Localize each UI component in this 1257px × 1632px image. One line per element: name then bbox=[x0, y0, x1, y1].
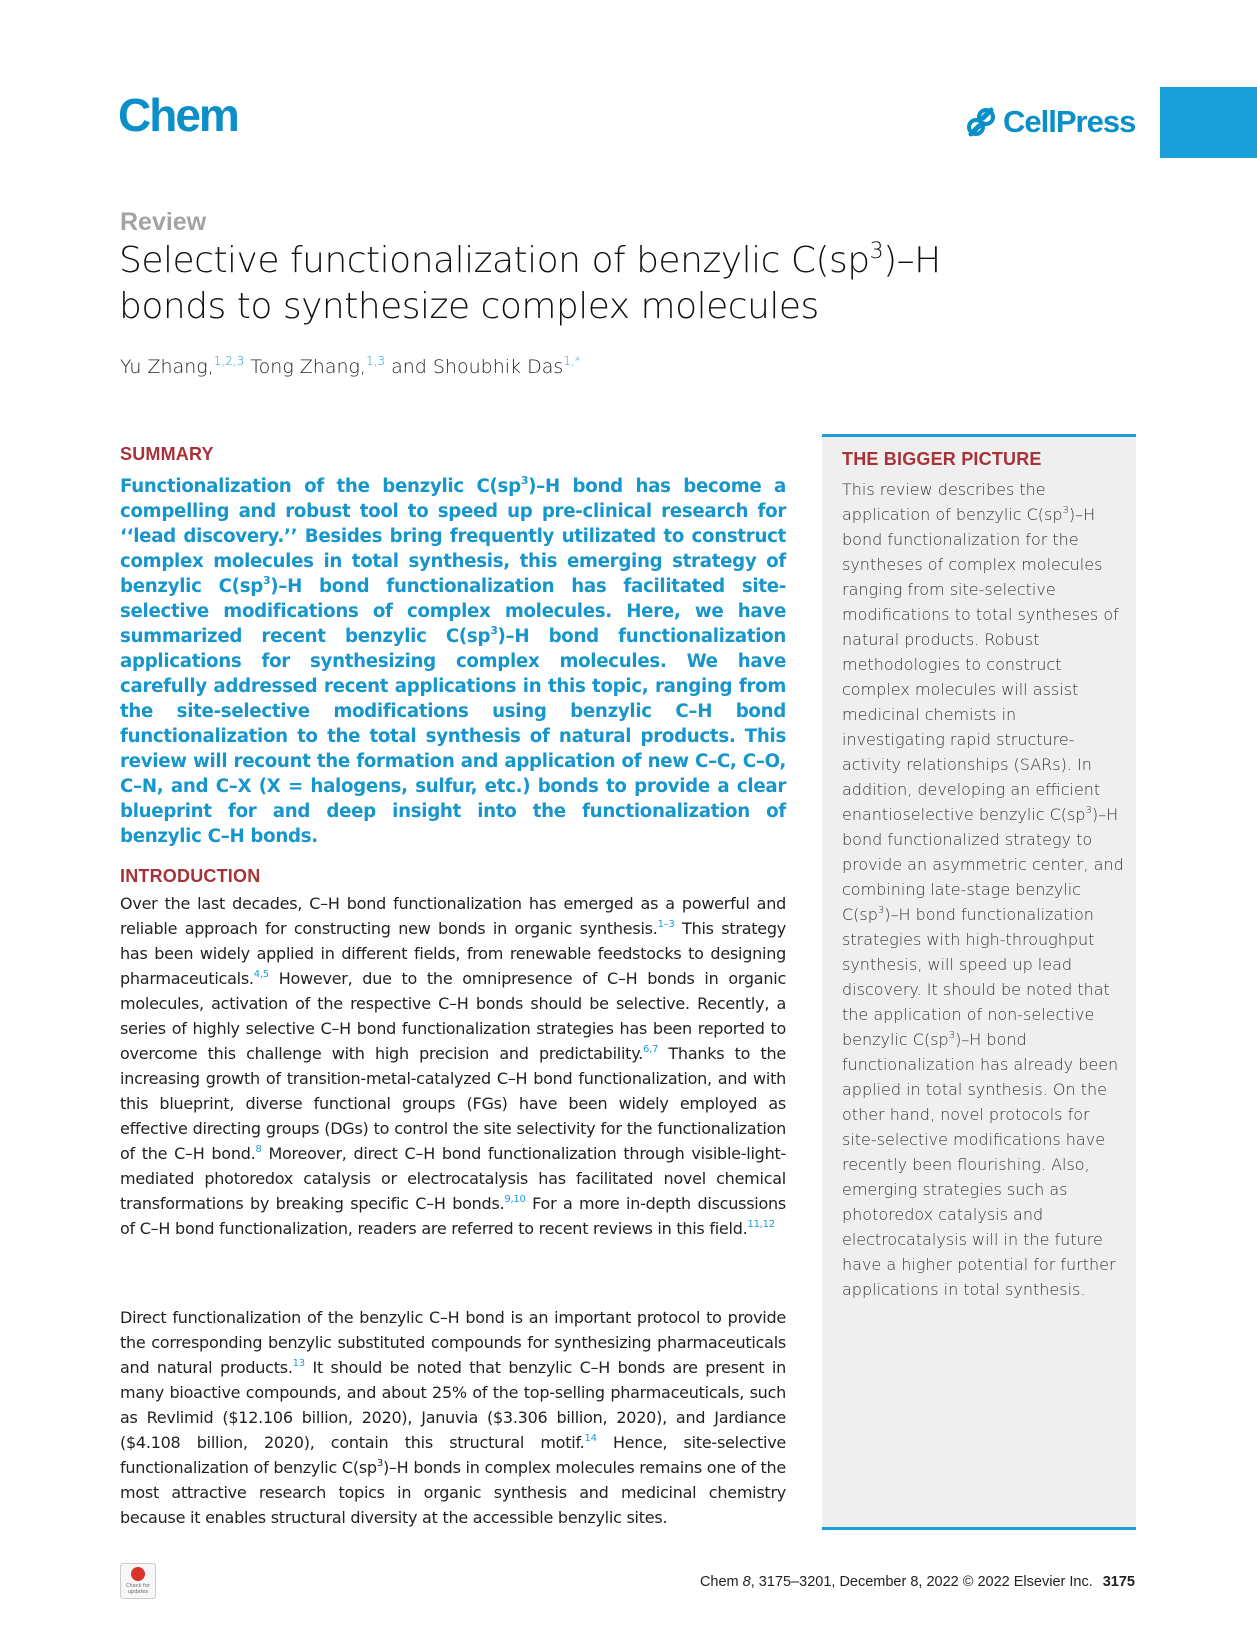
reference-link[interactable]: 14 bbox=[584, 1433, 597, 1444]
journal-logo: Chem bbox=[118, 89, 238, 141]
reference-link[interactable]: 8 bbox=[255, 1144, 262, 1155]
summary-heading: SUMMARY bbox=[120, 444, 214, 464]
author-affiliation[interactable]: 1,* bbox=[563, 354, 581, 368]
citation-footer: Chem 8, 3175–3201, December 8, 2022 © 2022 Elsevier Inc. 3175 bbox=[699, 1574, 1135, 1590]
publisher-logo bbox=[965, 104, 1135, 140]
bigger-picture-box bbox=[822, 434, 1136, 1530]
corner-color-tab bbox=[1160, 87, 1257, 158]
reference-link[interactable]: 13 bbox=[292, 1358, 305, 1369]
author-affiliation[interactable]: 1,2,3 bbox=[213, 354, 245, 368]
article-type: Review bbox=[120, 208, 207, 236]
article-title: Selective functionalization of benzylic $C(sp^3)-H$ bonds to synthesize complex molecules bbox=[119, 239, 941, 327]
author-name: and Shoubhik Das bbox=[385, 356, 564, 378]
introduction-heading: INTRODUCTION bbox=[120, 866, 261, 886]
reference-link[interactable]: 6,7 bbox=[642, 1044, 659, 1055]
page-number: 3175 bbox=[1102, 1574, 1135, 1590]
cellpress-link-icon bbox=[965, 106, 997, 138]
reference-link[interactable]: 11,12 bbox=[747, 1219, 775, 1230]
intro-paragraph-1: Over the last decades, C–H bond functionalization has emerged as a powerful and reliable approach for constructing new bonds in organic synthesis.$^{1-3}$ This strategy has been widely applied in different fields, from renewable feedstocks to designing pharmaceuticals.$^{4,5}$ However, due to the omnipresence of C–H bonds in organic molecules, activation of the respective C–H bonds should be selective. Recently, a series of highly selective C–H bond functionalization strategies has been reported to overcome this challenge with high precision and predictability.$^{6,7}$ Thanks to the increasing growth of transition-metal-catalyzed C–H bond functionalization, and with this blueprint, diverse functional groups (FGs) have been widely employed as effective directing groups (DGs) to control the site selectivity for the functionalization of the C–H bond.$^8$ Moreover, direct C–H bond functionalization through visible-light-mediated photoredox catalysis or electrocatalysis has facilitated novel chemical transformations by breaking specific C–H bonds.$^{9,10}$ For a more in-depth discussions of C–H bond functionalization, readers are referred to recent reviews in this field.$^{11,12}$ bbox=[120, 894, 787, 1238]
bigger-picture-text: This review describes the application of benzylic $C(sp^3)-H$ bond functionalization for the syntheses of complex molecules ranging from site-selective modifications to total syntheses of natural products. Robust methodologies to construct complex molecules will assist medicinal chemists in investigating rapid structure-activity relationships (SARs). In addition, developing an efficient enantioselective benzylic $C(sp^3)-H$ bond functionalized strategy to provide an asymmetric center, and combining late-stage benzylic $C(sp^3)-H$ bond functionalization strategies with high-throughput synthesis, will speed up lead discovery. It should be noted that the application of non-selective benzylic $C(sp^3)-H$ bond functionalization has already been applied in total synthesis. On the other hand, novel protocols for site-selective modifications have recently been flourishing. Also, emerging strategies such as photoredox catalysis and electrocatalysis will in the future have a higher potential for further applications in total synthesis. bbox=[842, 480, 1124, 1299]
reference-link[interactable]: 9,10 bbox=[504, 1194, 526, 1205]
reference-link[interactable]: 1–3 bbox=[657, 919, 675, 930]
author-affiliation[interactable]: 1,3 bbox=[365, 354, 386, 368]
author-list bbox=[120, 356, 581, 378]
bookmark-icon bbox=[131, 1567, 145, 1581]
summary-text: Functionalization of the benzylic $C(sp^3)-H$ bond has become a compelling and robust tool to speed up pre-clinical research for ‘‘lead discovery.’’ Besides bring frequently utilizated to construct complex molecules in total synthesis, this emerging strategy of benzylic $C(sp^3)-H$ bond functionalization has facilitated site-selective modifications of complex molecules. Here, we have summarized recent benzylic $C(sp^3)-H$ bond functionalization applications for synthesizing complex molecules. We have carefully addressed recent applications in this topic, ranging from the site-selective modifications using benzylic C–H bond functionalization to the total synthesis of natural products. This review will recount the formation and application of new C–C, C–O, C–N, and C–X (X = halogens, sulfur, etc.) bonds to provide a clear blueprint for and deep insight into the functionalization of benzylic C–H bonds. bbox=[120, 474, 787, 847]
intro-paragraph-2: Direct functionalization of the benzylic C–H bond is an important protocol to provide the corresponding benzylic substituted compounds for synthesizing pharmaceuticals and natural products.$^{13}$ It should be noted that benzylic C–H bonds are present in many bioactive compounds, and about 25% of the top-selling pharmaceuticals, such as Revlimid ($12.106 billion, 2020), Januvia ($3.306 billion, 2020), and Jardiance ($4.108 billion, 2020), contain this structural motif.$^{14}$ Hence, site-selective functionalization of benzylic $C(sp^3)-H$ bonds in complex molecules remains one of the most attractive research topics in organic synthesis and medicinal chemistry because it enables structural diversity at the accessible benzylic sites. bbox=[120, 1308, 787, 1527]
publisher-name: CellPress bbox=[1003, 104, 1136, 139]
check-for-updates-badge[interactable] bbox=[120, 1563, 156, 1599]
badge-label: Check for updates bbox=[126, 1583, 150, 1595]
bigger-picture-heading: THE BIGGER PICTURE bbox=[842, 449, 1042, 469]
author-name: Tong Zhang, bbox=[244, 356, 366, 378]
author-name: Yu Zhang, bbox=[120, 356, 214, 378]
reference-link[interactable]: 4,5 bbox=[253, 969, 269, 980]
